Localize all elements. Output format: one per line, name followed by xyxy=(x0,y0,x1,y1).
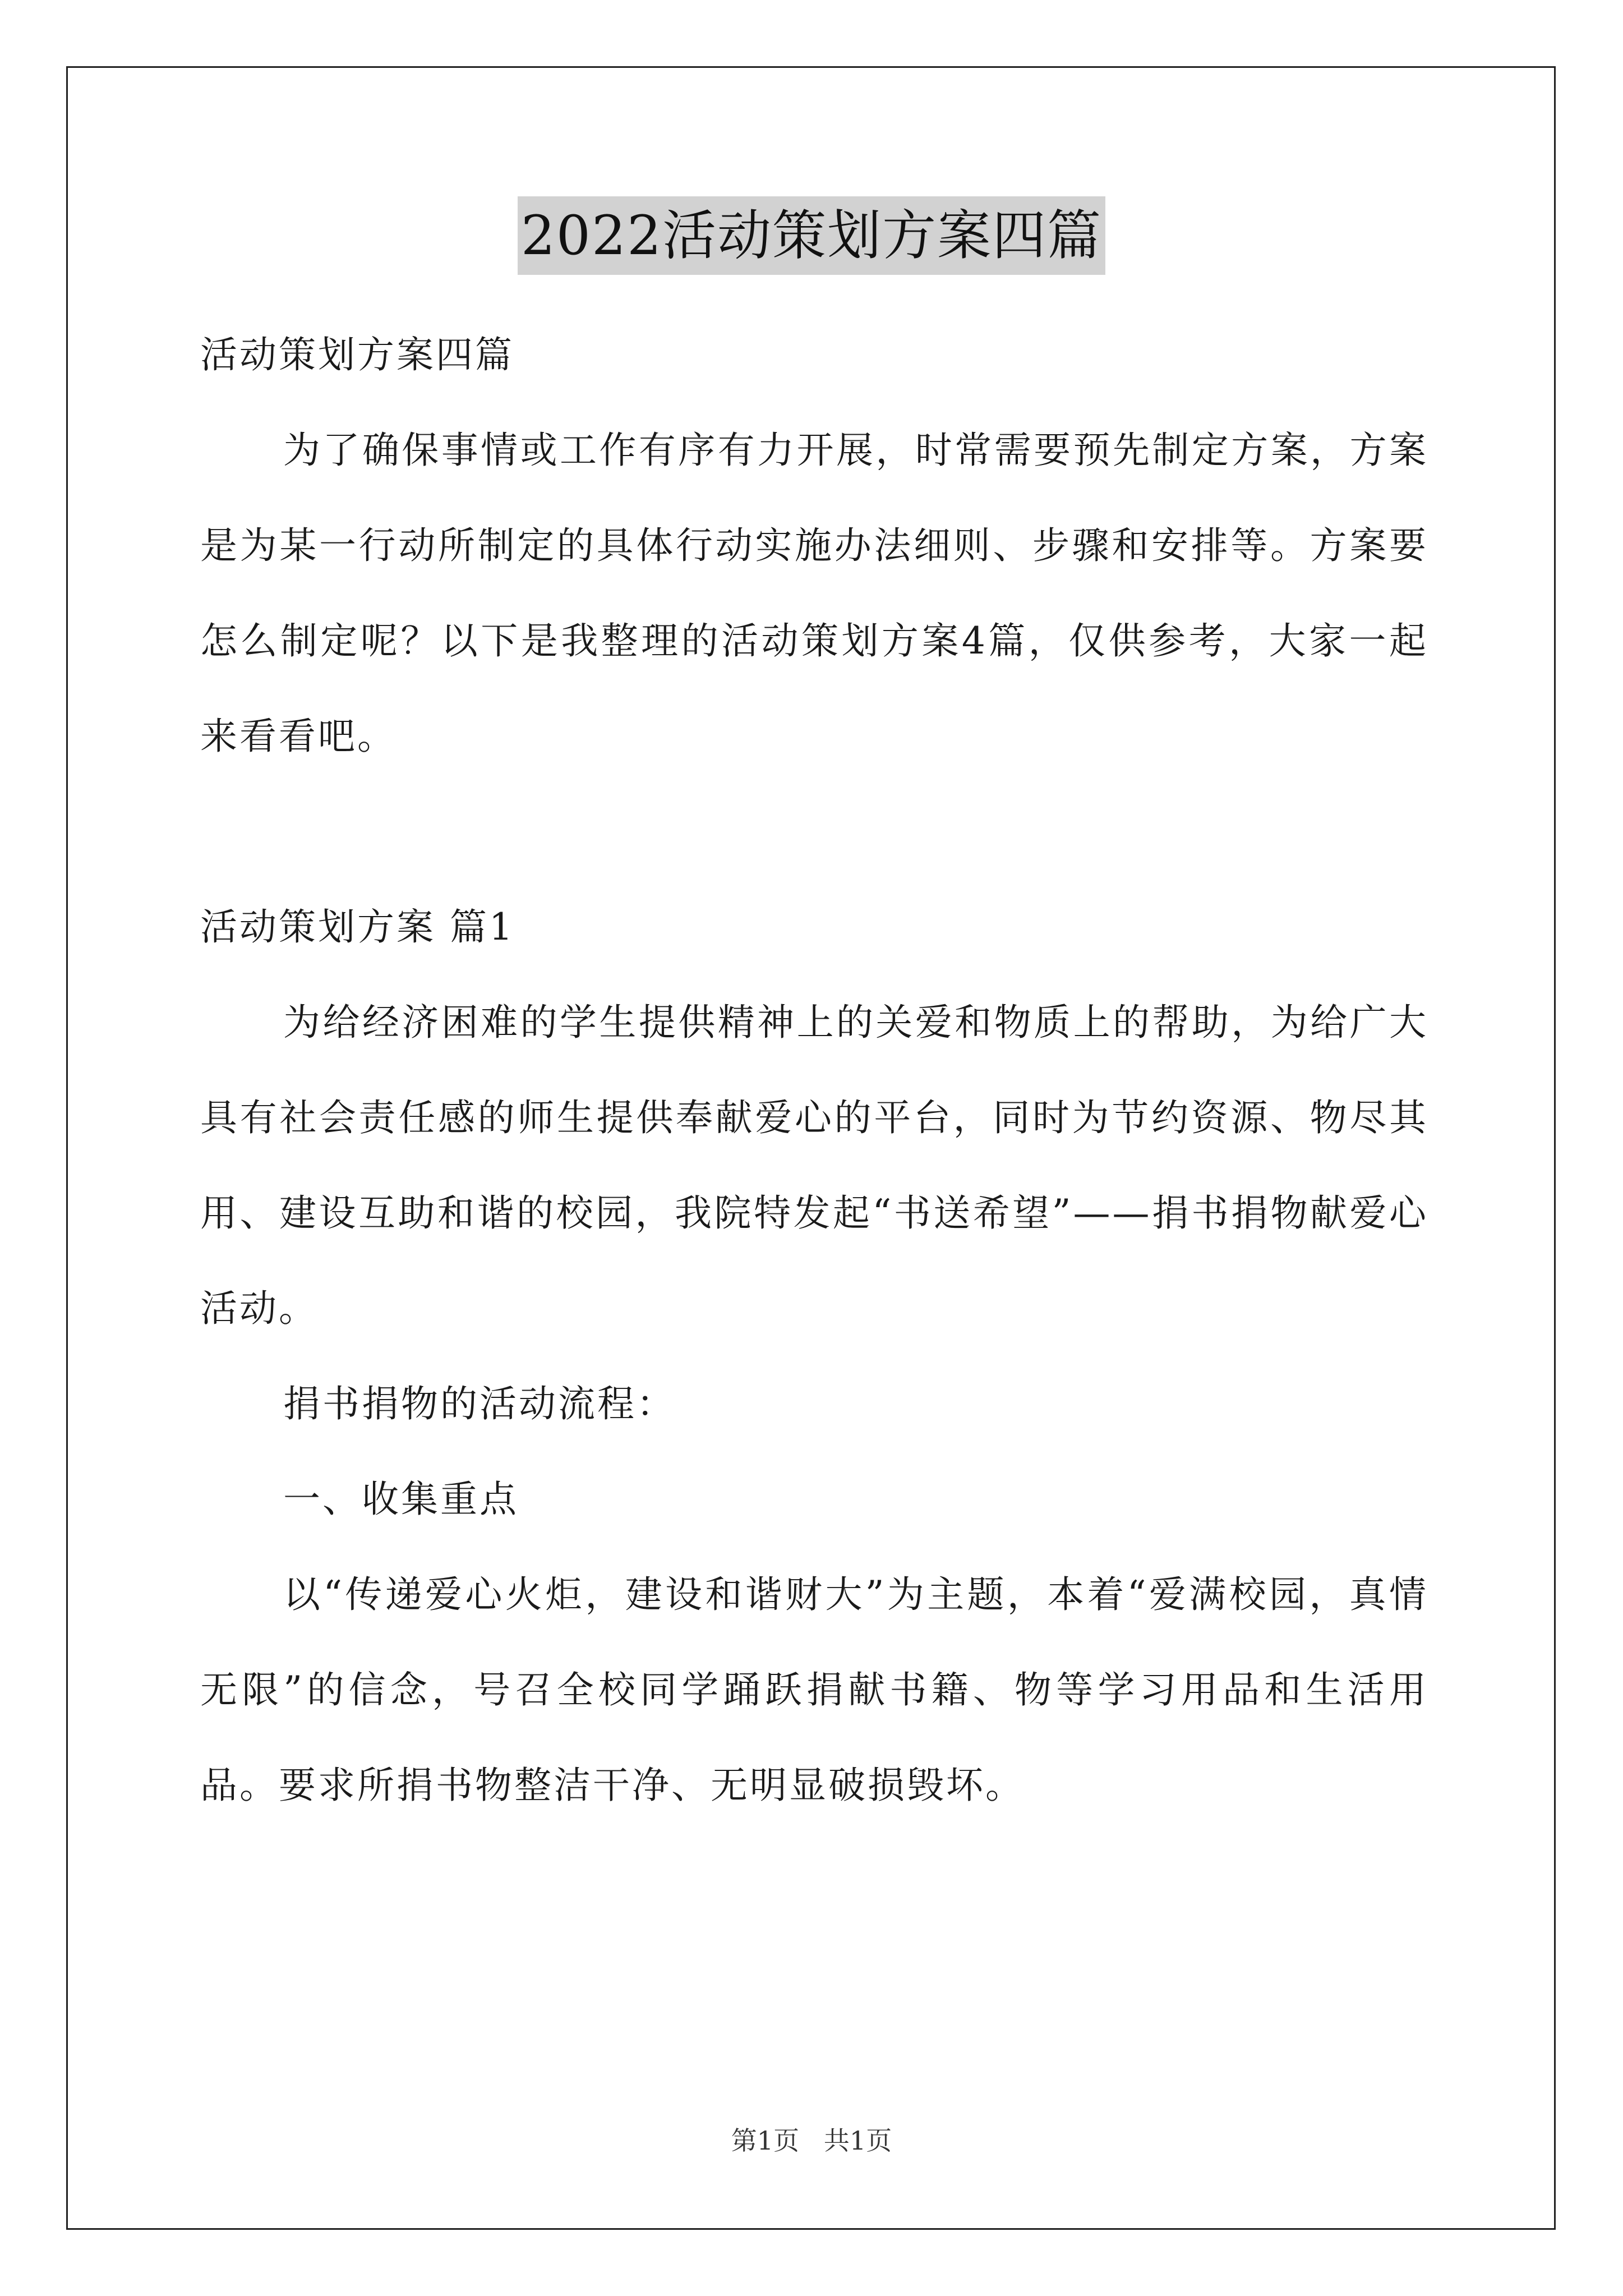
section-paragraph-2: 捐书捐物的活动流程： xyxy=(283,1382,676,1425)
section-heading: 活动策划方案 篇1 xyxy=(200,905,515,949)
section-paragraph-1: 为给经济困难的学生提供精神上的关爱和物质上的帮助，为给广大具有社会责任感的师生提供奉献爱心的平台，同时为节约资源、物尽其用、建设互助和谐的校园，我院特发起“书送希望”——捐书捐物献爱心活动。 xyxy=(200,1001,1428,1330)
document-body xyxy=(200,307,1428,1833)
section-paragraph-4: 以“传递爱心火炬，建设和谐财大”为主题，本着“爱满校园，真情无限”的信念，号召全校同学踊跃捐献书籍、物等学习用品和生活用品。要求所捐书物整洁干净、无明显破损毁坏。 xyxy=(200,1573,1428,1807)
title-container xyxy=(0,196,1623,275)
paragraph-spacer xyxy=(200,784,1428,880)
document-title: 2022活动策划方案四篇 xyxy=(518,196,1105,275)
intro-paragraph: 为了确保事情或工作有序有力开展，时常需要预先制定方案，方案是为某一行动所制定的具体行动实施办法细则、步骤和安排等。方案要怎么制定呢？以下是我整理的活动策划方案4篇，仅供参考，大家一起来看看吧。 xyxy=(200,429,1428,758)
page-footer: 第1页 共1页 xyxy=(731,2125,892,2156)
document-subtitle: 活动策划方案四篇 xyxy=(200,333,514,376)
section-paragraph-3: 一、收集重点 xyxy=(283,1478,519,1521)
